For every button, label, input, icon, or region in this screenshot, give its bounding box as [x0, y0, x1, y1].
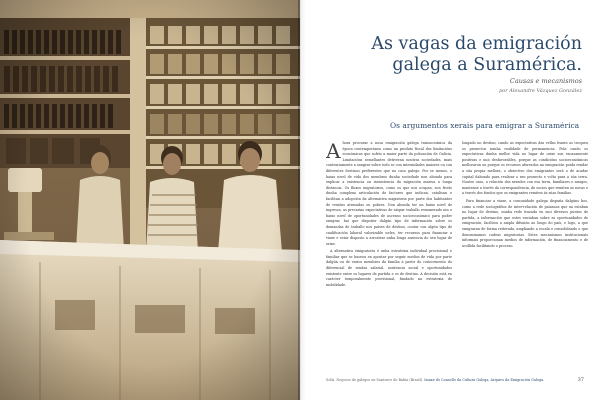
body-column-1 — [326, 141, 452, 373]
article-body — [326, 141, 588, 373]
caption-credit: Imaxe do Consello da Cultura Galega, Arquivo da Emigración Galega. — [423, 378, 545, 382]
paragraph: A alternativa emigratoria é unha estratexia individual provisional e familiar que se baseou en apostar por seguir medios de vida por parte dalgún ou de varios membros da familia a partir do coñecemento do diferencial de rendas salarial, asistencia social e oportunidades existente entre os lugares de partida e os de destino. A decisión está en carácter temporalmente provisional, fundado na estratexia de mobilidade. — [326, 249, 452, 287]
paragraph: hora procurar a nosa emigración galega transoceánica da época contemporánea como un produto fiscal dos limitacións económicas que sofriu a maior parte da poboación de Galicia. Limitacións semellantes detiveran noutras sociedades, mais contrariamente a sangrar sobre todo se con intensidades maiores ou con diferentes destinos preferentes que no caso galego. Por se menos, o baixo nivel de vida dos membros dunha sociedade non abonda para explicar a existencia ou inexistencia da migración masiva a longa distancia. Os fluxos migratorios, como os que nos ocupan, son froito dunha complexa articulación de factores que indican, catalisan e facilitan a adopción da alternativa migratoria por parte dos habitantes de rexións atrasadas ou pobres. Non abonda ter un baixo nivel de ingresos, as precarias expectativas de atopar traballo remunerado nin o baixo nivel de oportunidades de ascenso socioeconómico para poder emigrar, hai que dispoñer dalgún tipo de información sobre os demandas de traballo nos países de destino, contar con algún tipo de cualificación laboral valorizable neles, ter recursos para financiar a viaxe e estar disposto a arrostrar unha longa ausencia do seu lugar de orixe. — [326, 141, 452, 246]
title-line-2b: Suramérica. — [473, 55, 582, 75]
article-page — [306, 0, 600, 400]
body-column-2 — [462, 141, 588, 373]
caption-text: Solís. Negocio de galegos en Santurce de Bahía (Brasil). — [326, 378, 424, 382]
drop-cap: A — [326, 141, 341, 163]
article-title — [312, 34, 582, 76]
section-heading: Os argumentos xerais para emigrar a Suramérica — [390, 121, 580, 130]
page-gutter — [298, 0, 306, 400]
paragraph: longado no destino, cando as expectativas das vellas fraxes as troqueu os proxectos nunha realidade de permanencia. Pola cando os expectativas dunha mellor vida no lugar de orixe son escasamente positivas e moi desfavorables, porque as condicións socioeconómicas melloraron ou porque os recursos aforrados na emigración poida rendar a súa propia mellora, o obxectivo dos emigrantes será o de acadar capital dabondo para realizar o seu proxecto e volta para a súa terra. Noutro caso, a relación dos xerados con esa terra, familiares e amigos, mantense a través da correspondencia, de socios que remiten as novas e a través dos fondos que os emigrantes remiten ás súas familias. — [462, 141, 588, 196]
article-author: por Alexandre Vázquez González — [499, 88, 582, 94]
title-line-1: As vagas da emigración — [371, 34, 582, 54]
title-line-2a: galega a — [392, 55, 474, 75]
photo-caption — [326, 378, 566, 382]
paragraph: Para financiar a viaxe, a comunidade galega dispuña dalgúns bos, como a rede sociográfica de inter-relación de paisanos que xa estaban no lugar de destino, nunha rede trazada en moi diversos puntos de partida, a información que estes enviaban sobre as oportunidades de emigración, facilitou a ampla difusión ao longo do país, e logo, a que emigraran de forma reiterada, ampliando a escala e consolidando o que denominamos cadeas migratorias. Estes mecanismos institucionais informais proporcionan medios de información, de financiamento e de acollida facilitando o proceso. — [462, 198, 588, 248]
page-number: 37 — [577, 377, 584, 383]
article-subtitle: Causas e mecanismos — [509, 77, 582, 85]
